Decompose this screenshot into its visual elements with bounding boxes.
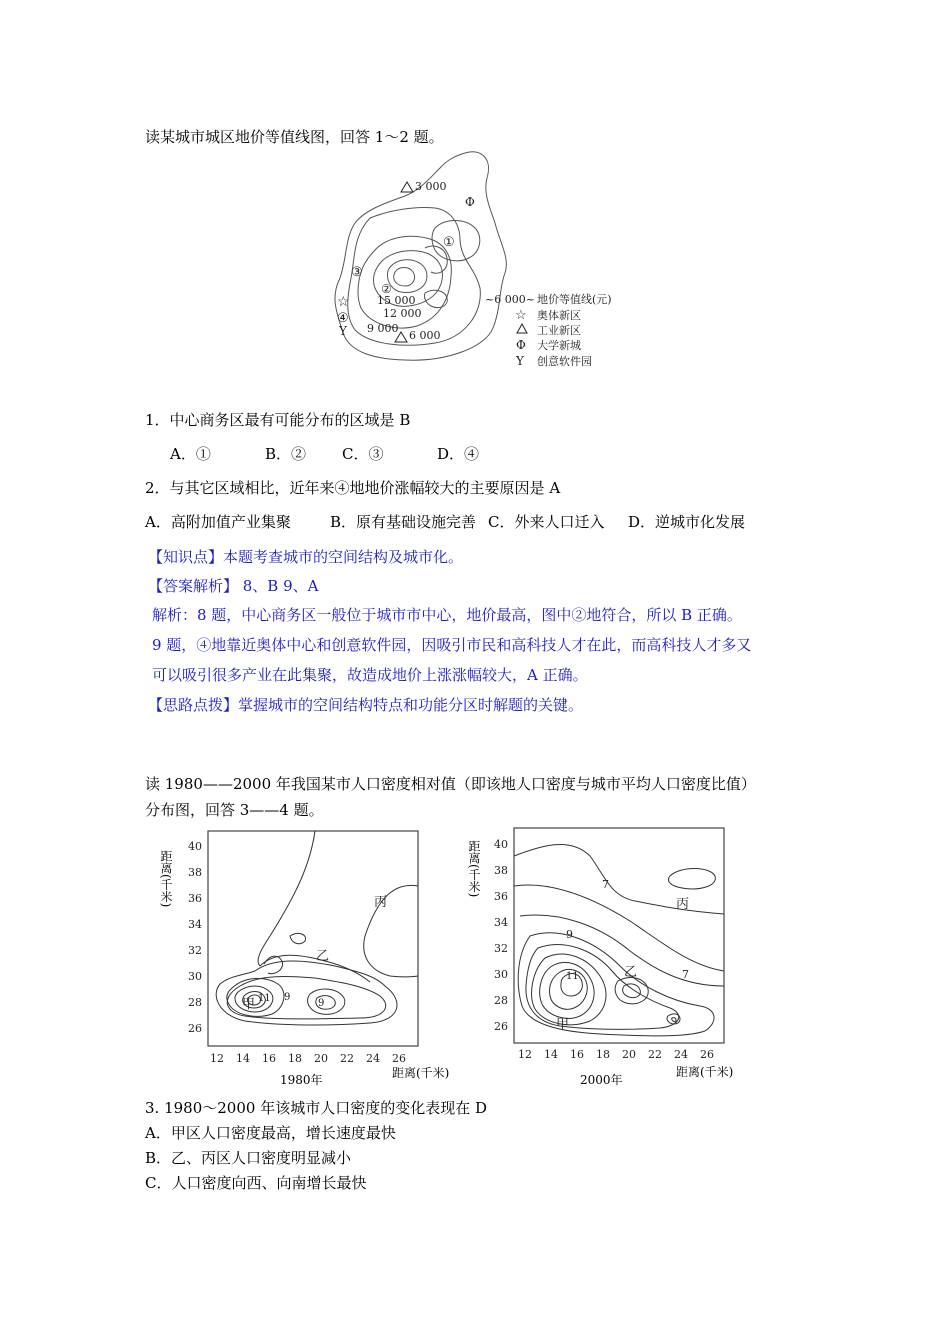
- label-bing-1980: 丙: [374, 895, 388, 910]
- svg-text:12: 12: [210, 1052, 224, 1065]
- q2-option-a: A．高附加值产业集聚: [145, 513, 291, 531]
- intro-text-1: 读某城市城区地价等值线图，回答 1～2 题。: [145, 128, 444, 146]
- svg-text:18: 18: [596, 1048, 610, 1061]
- label-jia-1980: 甲: [242, 997, 256, 1012]
- svg-text:22: 22: [648, 1048, 662, 1061]
- intro-text-2-line-1: 读 1980——2000 年我国某市人口密度相对值（即该地人口密度与城市平均人口密度比值）: [145, 775, 756, 793]
- x-axis-label-2000: 距离(千米): [676, 1065, 734, 1079]
- q1-option-b: B．②: [265, 445, 307, 463]
- svg-text:大学新城: 大学新城: [537, 339, 581, 352]
- svg-text:40: 40: [494, 838, 508, 851]
- svg-text:12: 12: [518, 1048, 532, 1061]
- svg-text:34: 34: [494, 916, 508, 929]
- map-label-4: ④: [337, 311, 349, 326]
- svg-text:14: 14: [236, 1052, 250, 1065]
- svg-text:26: 26: [494, 1020, 508, 1033]
- label-11-1980: 11: [258, 993, 271, 1004]
- q3-option-a: A．甲区人口密度最高，增长速度最快: [145, 1124, 396, 1142]
- map-legend: [485, 292, 612, 368]
- map-label-3000: 3 000: [415, 180, 447, 193]
- label-7a-2000: 7: [602, 878, 609, 891]
- svg-text:△: △: [515, 323, 525, 337]
- label-yi-1980: 乙: [316, 949, 330, 964]
- svg-text:26: 26: [392, 1052, 406, 1065]
- q1-option-a: A．①: [170, 445, 211, 463]
- svg-text:36: 36: [494, 890, 508, 903]
- label-jia-2000: 甲: [556, 1017, 570, 1032]
- y-axis-label: 距离(千米): [159, 850, 173, 908]
- svg-text:26: 26: [700, 1048, 714, 1061]
- map-label-12000: 12 000: [383, 307, 422, 320]
- svg-text:奥体新区: 奥体新区: [537, 309, 581, 322]
- svg-text:40: 40: [188, 840, 202, 853]
- svg-text:38: 38: [494, 864, 508, 877]
- q3-stem: 3. 1980～2000 年该城市人口密度的变化表现在 D: [145, 1099, 487, 1117]
- svg-text:28: 28: [188, 996, 202, 1009]
- label-7b-2000: 7: [682, 968, 689, 981]
- chart-year-2000: 2000年: [580, 1073, 623, 1087]
- q1-stem: 1．中心商务区最有可能分布的区域是 B: [145, 411, 411, 429]
- analysis-line-1: 解析：8 题，中心商务区一般位于城市市中心，地价最高，图中②地符合，所以 B 正确。: [152, 606, 742, 624]
- map-label-2: ②: [381, 282, 392, 296]
- svg-text:24: 24: [674, 1048, 688, 1061]
- svg-text:Φ: Φ: [516, 338, 526, 352]
- x-axis-label: 距离(千米): [392, 1066, 450, 1080]
- svg-text:☆: ☆: [515, 308, 527, 323]
- svg-text:30: 30: [494, 968, 508, 981]
- chart-year-1980: 1980年: [280, 1073, 323, 1087]
- svg-text:36: 36: [188, 892, 202, 905]
- label-yi-2000: 乙: [624, 965, 638, 980]
- q3-option-b: B．乙、丙区人口密度明显减小: [145, 1149, 352, 1167]
- label-9-2000: 9: [566, 928, 573, 941]
- land-price-isoline-map: [325, 148, 655, 373]
- svg-text:30: 30: [188, 970, 202, 983]
- svg-text:工业新区: 工业新区: [537, 324, 581, 337]
- svg-text:38: 38: [188, 866, 202, 879]
- q3-option-c: C．人口密度向西、向南增长最快: [145, 1174, 367, 1192]
- svg-text:20: 20: [314, 1052, 328, 1065]
- q1-option-d: D．④: [437, 445, 480, 463]
- density-chart-2000: [467, 826, 760, 1091]
- thinking-tip: 【思路点拨】掌握城市的空间结构特点和功能分区时解题的关键。: [148, 696, 584, 714]
- label-9a-1980: 9: [284, 992, 291, 1003]
- svg-text:Y: Y: [339, 324, 347, 338]
- svg-text:16: 16: [570, 1048, 584, 1061]
- answer-analysis: 【答案解析】 8、B 9、A: [148, 577, 319, 595]
- map-label-1: ①: [443, 235, 455, 250]
- label-11-2000: 11: [566, 971, 579, 982]
- svg-text:地价等值线(元): 地价等值线(元): [537, 293, 612, 306]
- q2-option-d: D．逆城市化发展: [628, 513, 746, 531]
- svg-text:24: 24: [366, 1052, 380, 1065]
- y-axis-label-2000: 距离(千米): [467, 840, 481, 898]
- svg-text:~6 000~: ~6 000~: [485, 293, 535, 306]
- svg-text:Φ: Φ: [465, 195, 475, 209]
- q2-option-c: C．外来人口迁入: [488, 513, 605, 531]
- svg-text:创意软件园: 创意软件园: [537, 355, 592, 368]
- analysis-line-2: 9 题，④地靠近奥体中心和创意软件园，因吸引市民和高科技人才在此，而高科技人才多又: [152, 636, 752, 654]
- map-label-3: ③: [351, 265, 363, 280]
- q2-option-b: B．原有基础设施完善: [330, 513, 477, 531]
- map-label-15000: 15 000: [377, 294, 416, 307]
- svg-text:20: 20: [622, 1048, 636, 1061]
- svg-text:32: 32: [188, 944, 202, 957]
- svg-text:14: 14: [544, 1048, 558, 1061]
- knowledge-point: 【知识点】本题考查城市的空间结构及城市化。: [148, 548, 464, 566]
- q2-stem: 2．与其它区域相比，近年来④地地价涨幅较大的主要原因是 A: [145, 479, 561, 497]
- svg-text:Y: Y: [516, 354, 524, 368]
- svg-text:28: 28: [494, 994, 508, 1007]
- svg-text:☆: ☆: [337, 294, 350, 310]
- svg-text:18: 18: [288, 1052, 302, 1065]
- label-bing-2000: 丙: [676, 897, 690, 912]
- label-9b-1980: 9: [318, 998, 325, 1009]
- svg-text:16: 16: [262, 1052, 276, 1065]
- intro-text-2-line-2: 分布图，回答 3——4 题。: [145, 801, 324, 819]
- svg-text:26: 26: [188, 1022, 202, 1035]
- map-label-6000: 6 000: [409, 329, 441, 342]
- svg-text:34: 34: [188, 918, 202, 931]
- q1-option-c: C．③: [342, 445, 384, 463]
- analysis-line-3: 可以吸引很多产业在此集聚，故造成地价上涨涨幅较大，A 正确。: [152, 666, 588, 684]
- density-chart-1980: [160, 826, 460, 1091]
- svg-text:22: 22: [340, 1052, 354, 1065]
- map-label-9000: 9 000: [367, 322, 399, 335]
- svg-text:32: 32: [494, 942, 508, 955]
